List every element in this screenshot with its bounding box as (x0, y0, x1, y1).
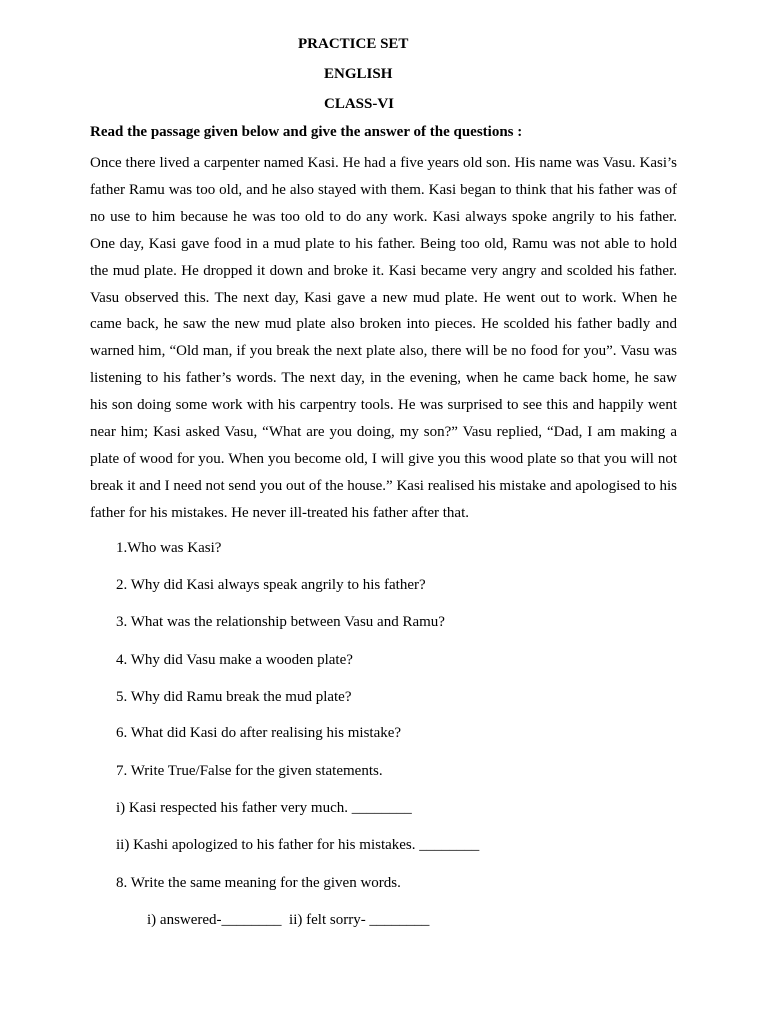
question-8: 8. Write the same meaning for the given words. (116, 875, 401, 891)
class-heading: CLASS-VI (324, 96, 395, 112)
true-false-statement-1: i) Kasi respected his father very much. ________ (116, 800, 412, 816)
question-1: 1.Who was Kasi? (116, 540, 222, 556)
true-false-statement-2: ii) Kashi apologized to his father for his mistakes. ________ (116, 837, 480, 853)
practice-set-title: PRACTICE SET (298, 36, 409, 52)
word-meanings-line: i) answered-________ ii) felt sorry- ________ (147, 912, 430, 928)
question-7: 7. Write True/False for the given statements. (116, 763, 383, 779)
question-6: 6. What did Kasi do after realising his mistake? (116, 725, 402, 741)
question-5: 5. Why did Ramu break the mud plate? (116, 689, 352, 705)
question-4: 4. Why did Vasu make a wooden plate? (116, 652, 353, 668)
question-3: 3. What was the relationship between Vasu and Ramu? (116, 614, 445, 630)
question-2: 2. Why did Kasi always speak angrily to his father? (116, 577, 426, 593)
instruction-text: Read the passage given below and give the answer of the questions : (90, 124, 523, 140)
subject-heading: ENGLISH (324, 66, 393, 82)
reading-passage: Once there lived a carpenter named Kasi. He had a five years old son. His name was Vasu. Kasi’s father Ramu was too old, and he also stayed with them. Kasi began to think that his father was of no use to him because he was too old to do any work. Kasi always spoke angrily to his father. One day, Kasi gave food in a mud plate to his father. Being too old, Ramu was not able to hold the mud plate. He dropped it down and broke it. Kasi became very angry and scolded his father. Vasu observed this. The next day, Kasi gave a new mud plate. He went out to work. When he came back, he saw the new mud plate also broken into pieces. He scolded his father badly and warned him, “Old man, if you break the next plate also, there will be no food for you”. Vasu was listening to his father’s words. The next day, in the evening, when he came back home, he saw his son doing some work with his carpentry tools. He was surprised to see this and happily went near him; Kasi asked Vasu, “What are you doing, my son?” Vasu replied, “Dad, I am making a plate of wood for you. When you become old, I will give you this wood plate so that you will not break it and I need not send you out of the house.” Kasi realised his mistake and apologised to his father for his mistakes. He never ill-treated his father after that. (90, 155, 677, 521)
